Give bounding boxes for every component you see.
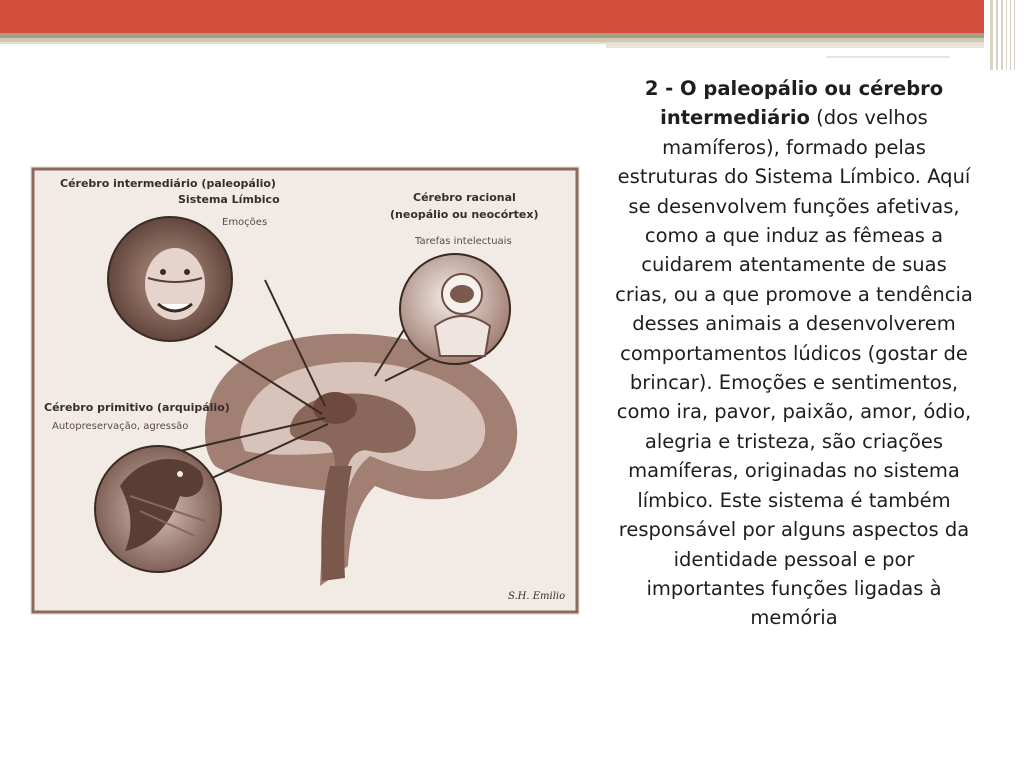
slide-heading: 2 - O paleopálio ou cérebro intermediário (644, 77, 944, 130)
woman-face (145, 248, 205, 320)
label-intermediate-system: Sistema Límbico (178, 193, 280, 206)
label-primitive-title: Cérebro primitivo (arquipálio) (44, 401, 230, 414)
illustrator-signature: S.H. Emilio (508, 591, 566, 602)
label-intermediate-sub: Emoções (222, 217, 268, 228)
decorative-rule (606, 44, 984, 48)
slide-paragraph: (dos velhos mamíferos), formado pelas estruturas do Sistema Límbico. Aquí se desenvolvem funções afetivas, como a que induz as fêmeas a cuidarem atentamente de suas crias, ou a que promove a tendência desses animais a desenvolverem comportamentos lúdicos (gostar de brincar). Emoções e sentimentos, como ira, pavor, paixão, amor, ódio, alegria e tristeza, são criações mamíferas, originadas no sistema límbico. Este sistema é também responsável por alguns aspectos da identidade pessoal e por importantes funções ligadas à memória (615, 106, 973, 630)
label-primitive-sub: Autopreservação, agressão (52, 421, 189, 432)
slide-body-text (612, 74, 976, 633)
label-rational-subtitle: (neopálio ou neocórtex) (390, 208, 539, 221)
brain-figure (30, 166, 580, 615)
decorative-rule (826, 56, 950, 58)
label-rational-sub: Tarefas intelectuais (415, 236, 512, 247)
label-rational-title: Cérebro racional (413, 191, 516, 204)
label-intermediate-title: Cérebro intermediário (paleopálio) (60, 177, 276, 190)
title-bar (0, 0, 984, 33)
